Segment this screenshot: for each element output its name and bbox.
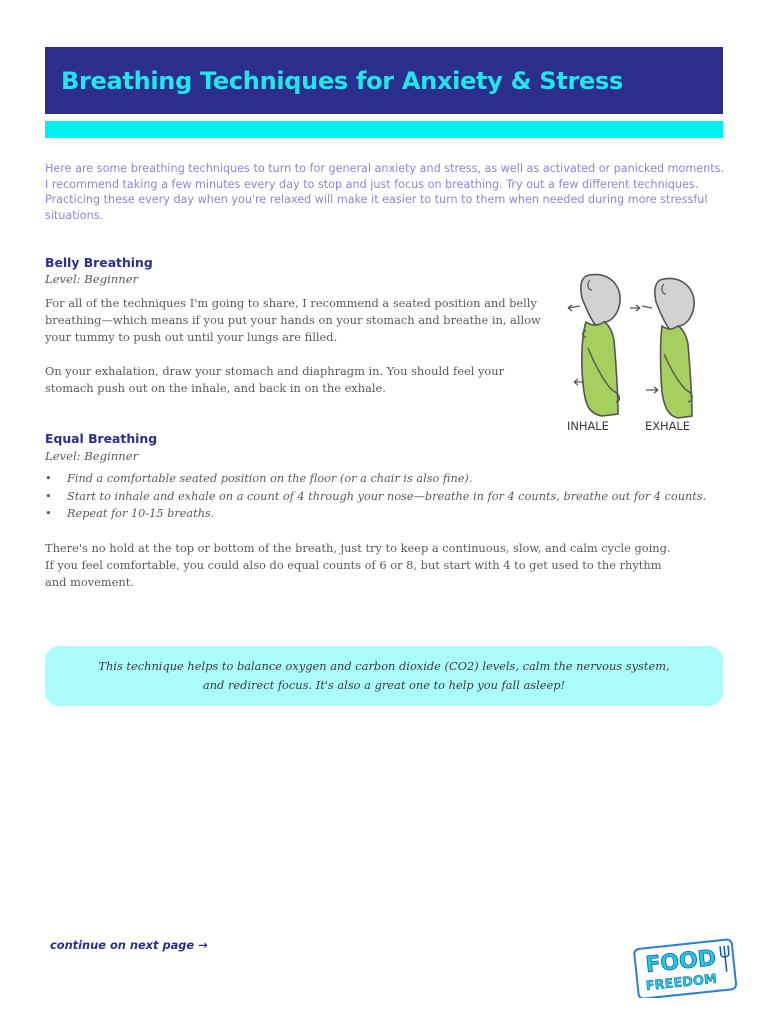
equal-breathing-steps [45, 470, 725, 523]
bullet-glyph: • [45, 489, 52, 503]
equal-breathing-paragraph: There's no hold at the top or bottom of the breath, just try to keep a continuous, slow, and calm cycle going. If you feel comfortable, you could also do equal counts of 6 or 8, but start with 4 to get used to the rhythm and movement. [45, 541, 671, 589]
inhale-label: INHALE [567, 419, 609, 433]
svg-text:FREEDOM: FREEDOM [645, 971, 718, 995]
belly-breathing-paragraph-1: For all of the techniques I'm going to share, I recommend a seated position and belly breathing—which means if you put your hands on your stomach and breathe in, allow your tummy to push out until your lungs are filled. [45, 296, 541, 344]
svg-text:FOOD: FOOD [644, 945, 718, 979]
page-title: Breathing Techniques for Anxiety & Stress [61, 66, 623, 95]
list-item: • Find a comfortable seated position on the floor (or a chair is also fine). [45, 470, 725, 488]
inhale-exhale-illustration [560, 268, 710, 438]
belly-breathing-paragraph-2: On your exhalation, draw your stomach and diaphragm in. You should feel your stomach push out on the inhale, and back in on the exhale. [45, 364, 505, 395]
accent-strip [45, 121, 723, 138]
callout-line-1: This technique helps to balance oxygen and carbon dioxide (CO2) levels, calm the nervous system, [98, 659, 670, 673]
bullet-glyph: • [45, 472, 52, 485]
bullet-glyph: • [45, 507, 52, 520]
continue-link[interactable]: continue on next page → [50, 938, 208, 952]
title-banner [45, 47, 723, 114]
exhale-label: EXHALE [645, 419, 690, 433]
callout-line-2: and redirect focus. It's also a great one to help you fall asleep! [202, 678, 566, 692]
list-item: • Start to inhale and exhale on a count of 4 through your nose—breathe in for 4 counts, breathe out for 4 counts. [45, 488, 725, 506]
belly-breathing-level: Level: Beginner [45, 272, 139, 286]
list-item: • Repeat for 10-15 breaths. [45, 505, 725, 523]
exhale-figure [630, 278, 694, 418]
equal-breathing-heading: Equal Breathing [45, 431, 158, 446]
equal-breathing-level: Level: Beginner [45, 449, 139, 463]
intro-paragraph: Here are some breathing techniques to turn to for general anxiety and stress, as well as activated or panicked moments. I recommend taking a few minutes every day to stop and just focus on breathing. Try out a few different techniques. Practicing these every day when you're relaxed will make it easier to turn to them when needed during more stressful situations. [45, 162, 725, 222]
inhale-figure [568, 274, 620, 416]
food-freedom-logo [632, 936, 740, 998]
tip-callout [45, 646, 723, 706]
belly-breathing-heading: Belly Breathing [45, 255, 153, 270]
